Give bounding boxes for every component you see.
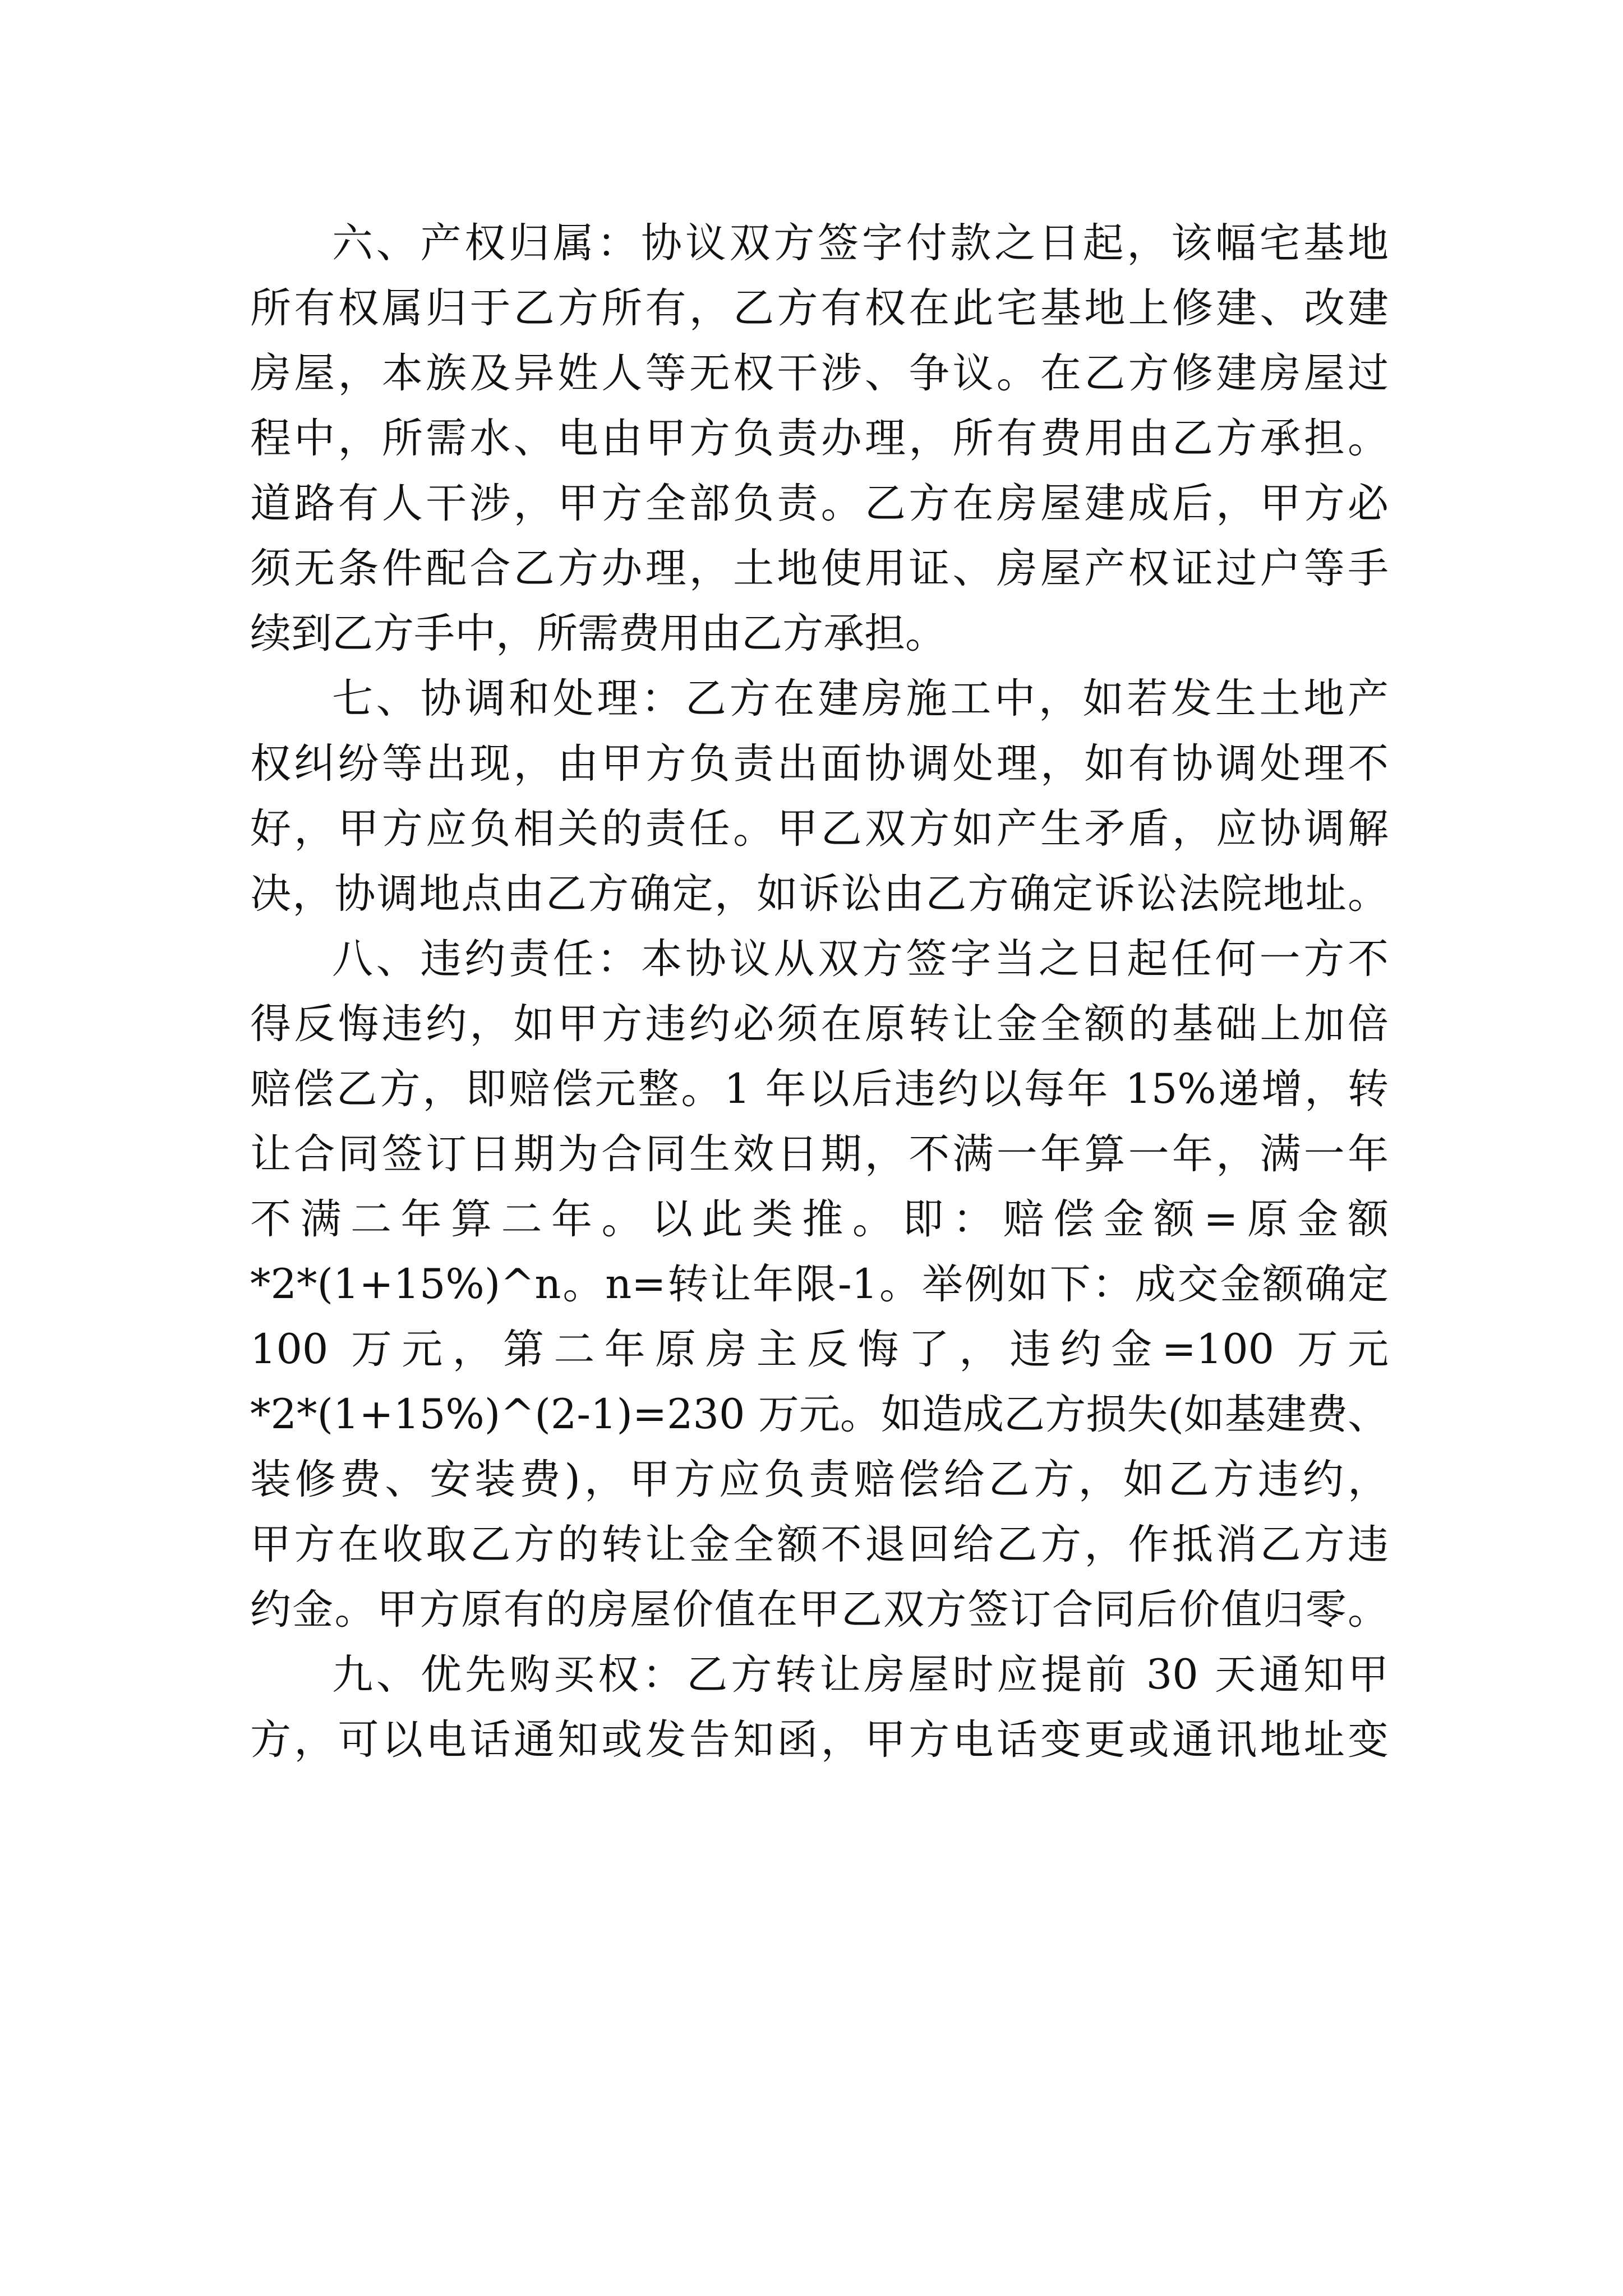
paragraph-property-rights-line: 房屋，本族及异姓人等无权干涉、争议。在乙方修建房屋过 xyxy=(250,349,1389,397)
paragraph-breach-liability-line: 约金。甲方原有的房屋价值在甲乙双方签订合同后价值归零。 xyxy=(250,1586,1389,1634)
paragraph-coordination-line: 七、协调和处理：乙方在建房施工中，如若发生土地产 xyxy=(332,675,1389,723)
paragraph-preemptive-right-line: 九、优先购买权：乙方转让房屋时应提前 30 天通知甲 xyxy=(332,1651,1389,1699)
paragraph-property-rights-line: 六、产权归属：协议双方签字付款之日起，该幅宅基地 xyxy=(332,219,1389,267)
paragraph-breach-liability-line: 装修费、安装费)，甲方应负责赔偿给乙方，如乙方违约， xyxy=(250,1456,1389,1503)
paragraph-property-rights-line: 所有权属归于乙方所有，乙方有权在此宅基地上修建、改建 xyxy=(250,284,1389,332)
paragraph-property-rights-line: 须无条件配合乙方办理，土地使用证、房屋产权证过户等手 xyxy=(250,545,1389,592)
paragraph-preemptive-right-line: 方，可以电话通知或发告知函，甲方电话变更或通讯地址变 xyxy=(250,1716,1389,1764)
paragraph-breach-liability-line: 让合同签订日期为合同生效日期，不满一年算一年，满一年 xyxy=(250,1130,1389,1178)
document-body xyxy=(250,211,1389,1773)
paragraph-breach-liability-line: 甲方在收取乙方的转让金全额不退回给乙方，作抵消乙方违 xyxy=(250,1521,1389,1568)
paragraph-breach-liability-line: 得反悔违约，如甲方违约必须在原转让金全额的基础上加倍 xyxy=(250,1000,1389,1048)
paragraph-coordination-line: 权纠纷等出现，由甲方负责出面协调处理，如有协调处理不 xyxy=(250,740,1389,788)
paragraph-breach-liability-line: *2*(1+15%)^(2-1)=230 万元。如造成乙方损失(如基建费、 xyxy=(250,1391,1389,1438)
paragraph-property-rights-line: 道路有人干涉，甲方全部负责。乙方在房屋建成后，甲方必 xyxy=(250,480,1389,527)
paragraph-breach-liability-line: 八、违约责任：本协议从双方签字当之日起任何一方不 xyxy=(332,935,1389,983)
paragraph-breach-liability-line: 100 万元，第二年原房主反悔了，违约金=100 万元 xyxy=(250,1326,1389,1373)
paragraph-coordination-line: 好，甲方应负相关的责任。甲乙双方如产生矛盾，应协调解 xyxy=(250,805,1389,853)
paragraph-breach-liability-line: 不满二年算二年。以此类推。即：赔偿金额=原金额 xyxy=(250,1195,1389,1243)
paragraph-breach-liability-line: *2*(1+15%)^n。n=转让年限-1。举例如下：成交金额确定 xyxy=(250,1260,1389,1308)
paragraph-property-rights-line: 程中，所需水、电由甲方负责办理，所有费用由乙方承担。 xyxy=(250,415,1389,462)
paragraph-breach-liability-line: 赔偿乙方，即赔偿元整。1 年以后违约以每年 15%递增，转 xyxy=(250,1065,1389,1113)
paragraph-coordination-line: 决，协调地点由乙方确定，如诉讼由乙方确定诉讼法院地址。 xyxy=(250,870,1389,918)
paragraph-property-rights-line: 续到乙方手中，所需费用由乙方承担。 xyxy=(250,610,946,657)
